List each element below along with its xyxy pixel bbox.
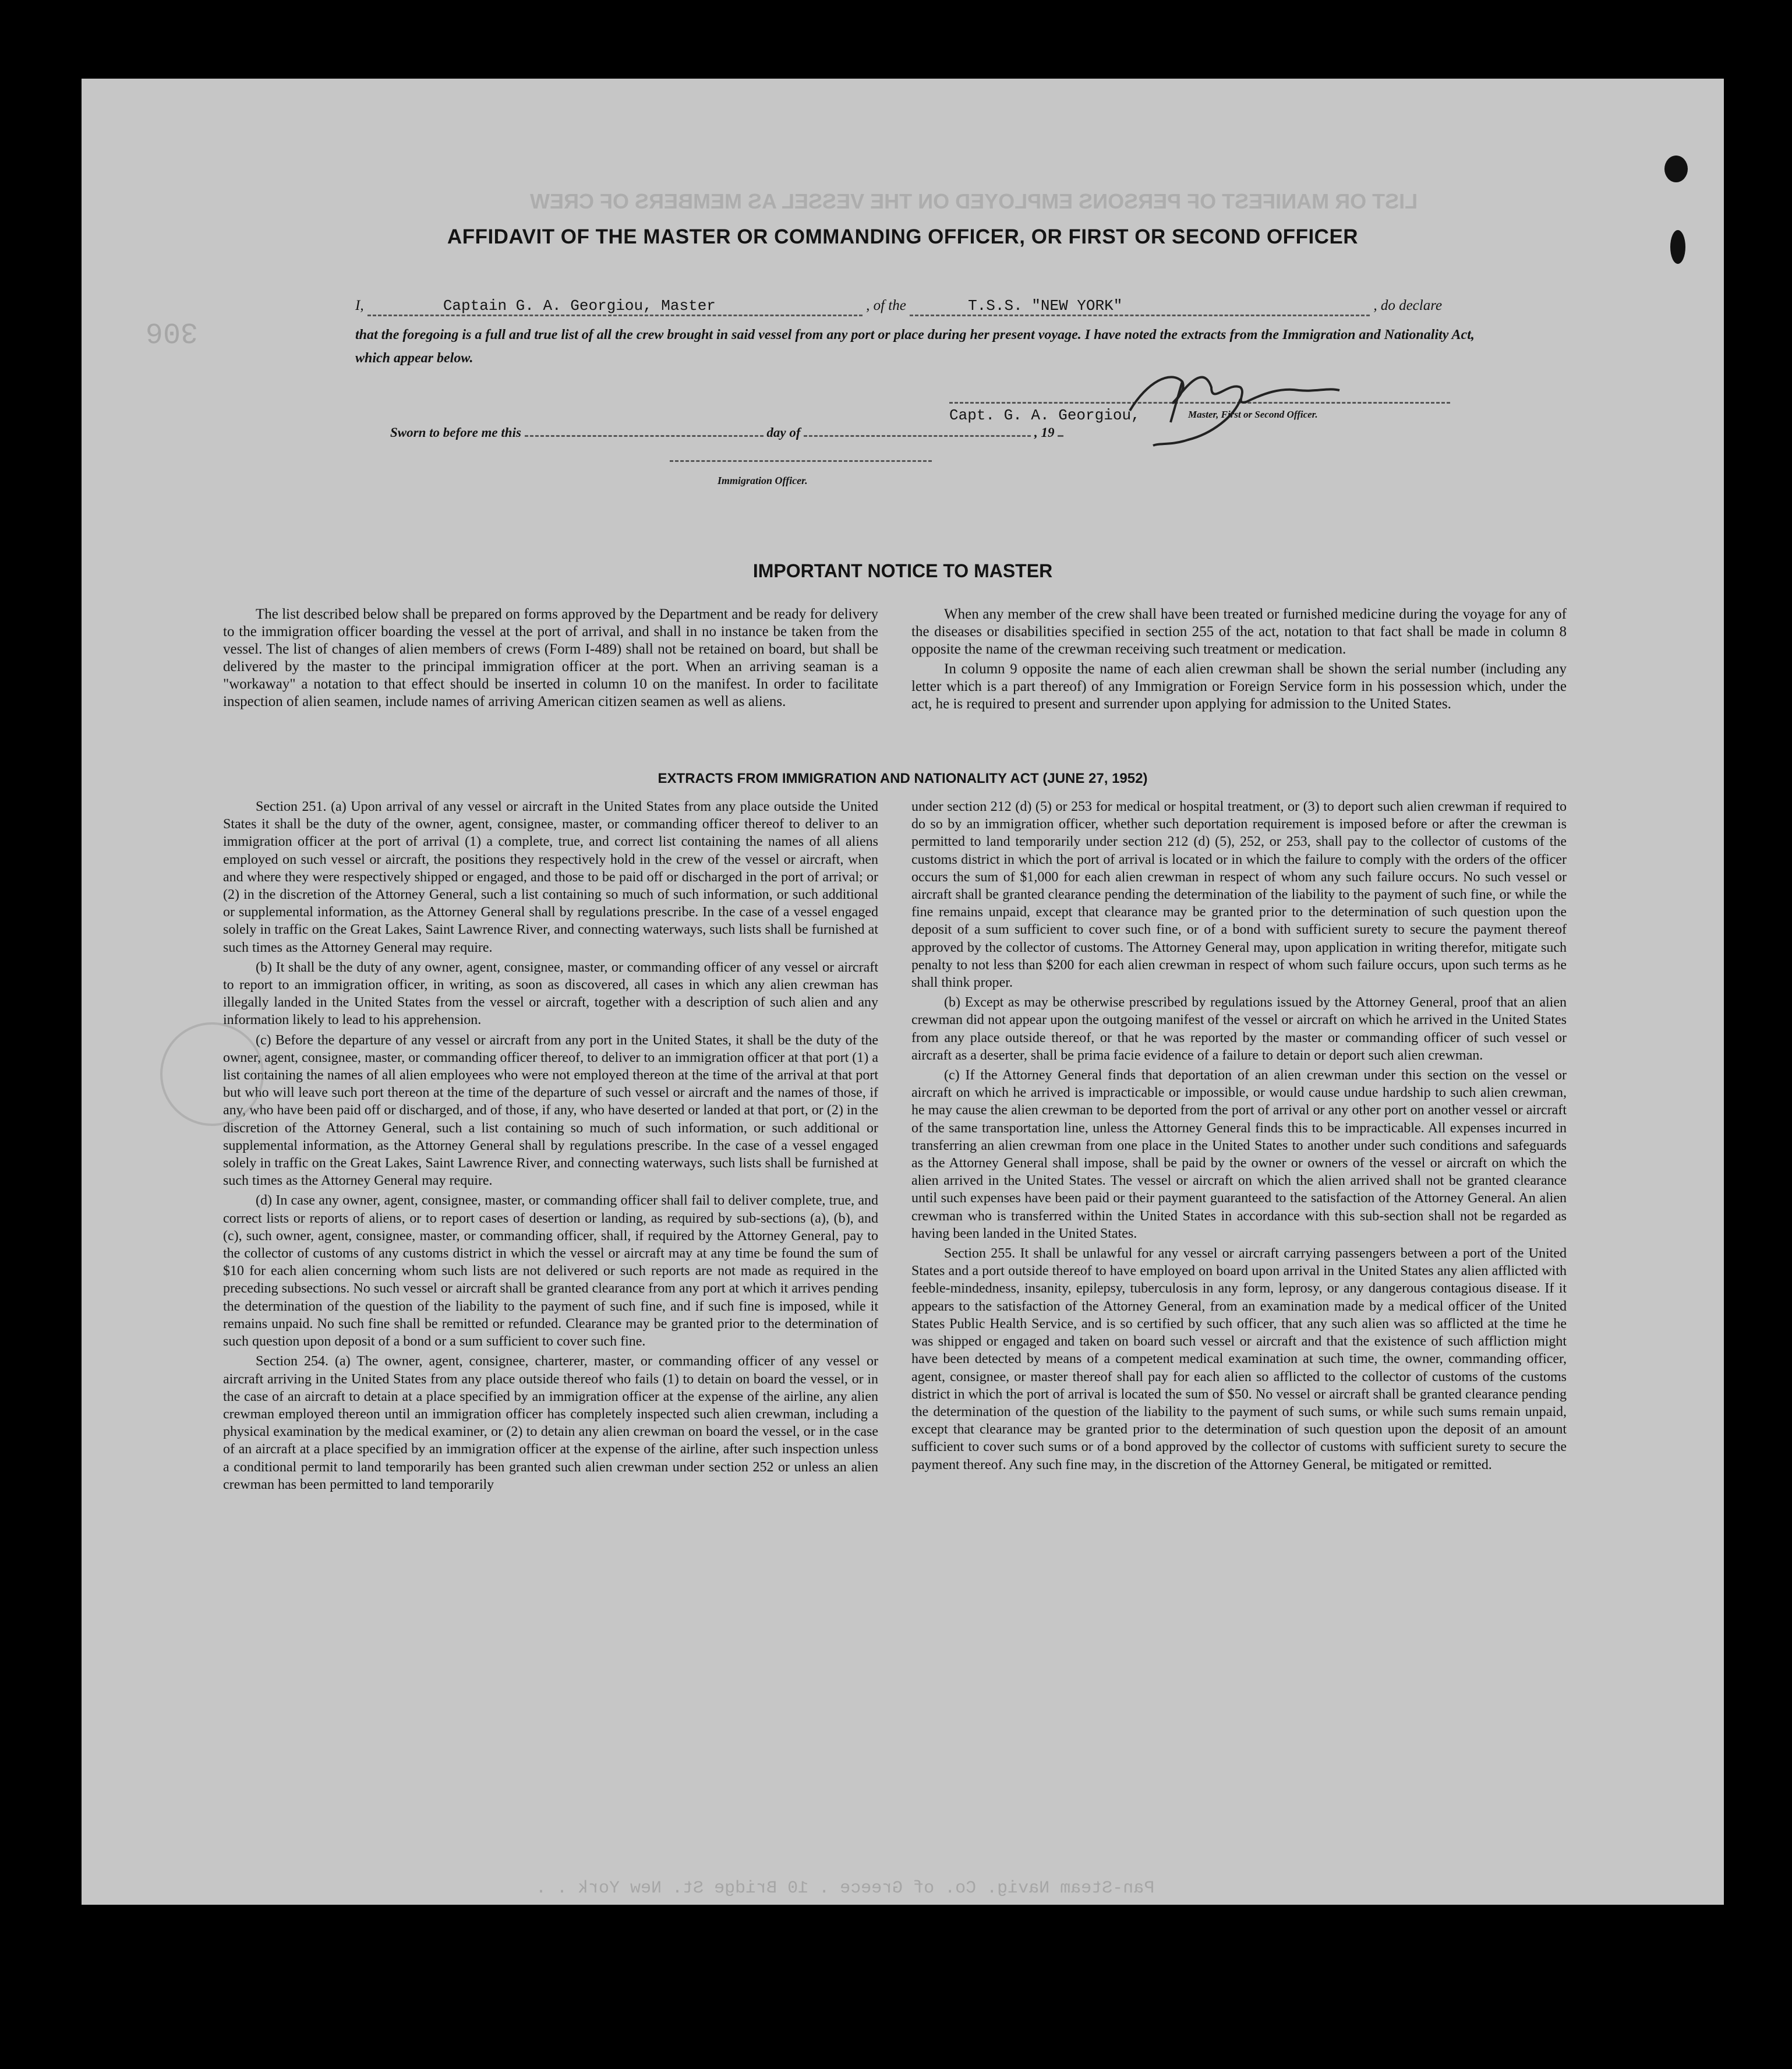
section-254-c: (c) If the Attorney General finds that deportation of an alien crewman under this section on the vessel or aircraft on which he arrived is impracticable or impossible, or would cause undue hardship to such alien crewman, he may cause the alien crewman to be deported from the port of arrival or any other port on another vessel or aircraft of the same transportation line, unless the Attorney General finds this to be impracticable. All expenses incurred in transferring an alien crewman from one place in the United States to another under such conditions and safeguards as the Attorney General shall impose, shall be paid by the owner or owners of the vessel or aircraft on which the alien arrived in the United States. The vessel or aircraft on which the alien arrived shall not be granted clearance until such expenses have been paid or their payment guaranteed to the satisfaction of the Attorney General. An alien crewman who is transferred within the United States in accordance with this sub-section shall not be regarded as having been landed in the United States.	[911, 1068, 1567, 1241]
immigration-officer-line	[670, 460, 932, 462]
declare-suffix: , do declare	[1373, 298, 1443, 313]
notice-paragraph: In column 9 opposite the name of each alien crewman shall be shown the serial number (including any letter which is a part thereof) of any Immigration or Foreign Service form in his possession which, under the act, he is required to present and surrender upon applying for admission to the United States.	[911, 661, 1567, 712]
section-251-b: (b) It shall be the duty of any owner, agent, consignee, master, or commanding officer of any vessel or aircraft to report to an immigration officer, in writing, as soon as discovered, all cases in which any alien crewman has illegally landed in the United States from the vessel or aircraft, together with a description of such alien and any information likely to lead to his apprehension.	[223, 959, 878, 1028]
section-251-d: (d) In case any owner, agent, consignee, master, or commanding officer shall fail to deliver complete, true, and correct lists or reports of aliens, or to report cases of desertion or landing, as required by sub-sections (a), (b), and (c), such owner, agent, consignee, master, or commanding officer, shall, if required by the Attorney General, pay to the collector of customs of any customs district in which the vessel or aircraft may at any time be found the sum of $10 for each alien concerning whom such lists are not delivered or such reports are not made as required in the preceding subsections. No such vessel or aircraft shall be granted clearance from any port at which it arrives pending the determination of the question of the liability to the payment of such fine, and if such fine is imposed, while it remains unpaid. No such fine shall be remitted or refunded. Clearance may be granted prior to the determination of such question upon deposit of a bond or a sum sufficient to cover such fine.	[223, 1193, 878, 1350]
declarant-prefix: I,	[355, 298, 364, 313]
extracts-right-column	[911, 798, 1567, 1476]
section-254-b: (b) Except as may be otherwise prescribed by regulations issued by the Attorney General, proof that an alien crewman did not appear upon the outgoing manifest of the vessel or aircraft on which he arrived in the United States from any place outside thereof, or that he was reported by the master or commanding officer of such vessel or aircraft as a deserter, shall be prima facie evidence of a failure to detain or deport such alien crewman.	[911, 995, 1567, 1063]
extracts-left-column	[223, 798, 878, 1496]
notice-right-column	[911, 606, 1567, 715]
vessel-prefix: , of the	[866, 298, 906, 313]
section-251-c: (c) Before the departure of any vessel or aircraft from any port in the United States, it shall be the duty of the owner, agent, consignee, master, or commanding officer thereof, to deliver to an immigration officer at that port (1) a list containing the names of all alien employees who were not employed thereon at the time of the arrival at that port but who will leave such port thereon at the time of the departure of such vessel or aircraft and the names of those, if any, who have been paid off or discharged, and of those, if any, who have deserted or landed at that port, or (2) in the discretion of the Attorney General, such a list containing so much of such information, or such additional or supplemental information, as the Attorney General shall by regulations prescribe. In the case of a vessel engaged solely in traffic on the Great Lakes, Saint Lawrence River, and connecting waterways, such lists shall be furnished at such times as the Attorney General may require.	[223, 1032, 878, 1189]
vessel-name: T.S.S. "NEW YORK"	[910, 297, 1370, 316]
bleed-through-footer: Pan-Steam Navig. Co. of Greece . 10 Bridge St. New York . .	[536, 1879, 1155, 1898]
notice-paragraph: The list described below shall be prepared on forms approved by the Department and be ready for delivery to the immigration officer boarding the vessel at the port of arrival, and shall in no instance be taken from the vessel. The list of changes of alien members of crews (Form I-489) shall not be retained on board, but shall be delivered by the master to the principal immigration officer at the port. When an arriving seaman is a "workaway" a notation to that effect should be inserted in column 10 on the manifest. In order to facilitate inspection of alien seamen, include names of arriving American citizen seamen as well as aliens.	[223, 606, 878, 709]
declarant-name: Captain G. A. Georgiou, Master	[367, 297, 863, 316]
bleed-through-heading: LIST OR MANIFEST OF PERSONS EMPLOYED ON THE VESSEL AS MEMBERS OF CREW	[530, 189, 1418, 213]
section-255: Section 255. It shall be unlawful for any vessel or aircraft carrying passengers between a port of the United States and a port outside thereof to have employed on board upon arrival in the United States any alien afflicted with feeble-mindedness, insanity, epilepsy, tuberculosis in any form, leprosy, or any dangerous contagious disease. If it appears to the satisfaction of the Attorney General, from an examination made by a medical officer of the United States Public Health Service, and is so certified by such officer, that any such alien was so afflicted at the time he was shipped or engaged and taken on board such vessel or aircraft and that the existence of such affliction might have been detected by means of a competent medical examination at such time, the owner, commanding officer, agent, consignee, or master thereof shall pay for each alien so afflicted to the collector of customs of the customs district in which the port of arrival is located the sum of $50. No vessel or aircraft shall be granted clearance pending the determination of the question of the liability to the payment of such sums, or while such sums remain unpaid, except that clearance may be granted prior to the determination of such question upon the deposit of an amount sufficient to cover such sums or of a bond approved by the collector of customs with sufficient surety to secure the payment thereof. Any such fine may, in the discretion of the Attorney General, be mitigated or remitted.	[911, 1246, 1567, 1473]
master-name-typed: Capt. G. A. Georgiou,	[949, 407, 1140, 424]
section-254-a: Section 254. (a) The owner, agent, consignee, charterer, master, or commanding officer of any vessel or aircraft arriving in the United States from any place outside thereof who fails (1) to detain on board the vessel, or in the case of an aircraft to detain at a place specified by an immigration officer at the expense of the airline, any alien crewman employed thereon until an immigration officer has completely inspected such alien crewman, including a physical examination by the medical examiner, or (2) to detain any alien crewman on board the vessel, or in the case of an aircraft at a place specified by an immigration officer at the expense of the airline, after such inspection unless a conditional permit to land temporarily has been granted such alien crewman under section 252 or unless an alien crewman has been permitted to land temporarily	[223, 1354, 878, 1492]
document-page	[82, 79, 1724, 1905]
master-title-label: Master, First or Second Officer.	[1188, 409, 1318, 420]
page-number: 306	[146, 315, 199, 348]
immigration-officer-label: Immigration Officer.	[717, 475, 808, 486]
faint-stamp	[160, 1022, 264, 1126]
notice-paragraph: When any member of the crew shall have been treated or furnished medicine during the voyage for any of the diseases or disabilities specified in section 255 of the act, notation to that fact shall be made in column 8 opposite the name of the crewman receiving such treatment or medication.	[911, 606, 1567, 657]
notice-left-column	[223, 606, 878, 713]
section-254-a-continued: under section 212 (d) (5) or 253 for medical or hospital treatment, or (3) to deport such alien crewman if required to do so by an immigration officer, whether such deportation requirement is imposed before or after the crewman is permitted to land temporarily under section 212 (d) (5), 252, or 253, shall pay to the collector of customs of the customs district in which the port of arrival is located or in which the failure to comply with the orders of the officer occurs the sum of $1,000 for each alien crewman in respect of whom any such failure occurs. No such vessel or aircraft shall be granted clearance pending the determination of the liability to the payment of such fine, or while the fine remains unpaid, except that clearance may be granted prior to the determination of such question upon the deposit of a sum sufficient to cover such fine, or of a bond with sufficient surety to secure the payment thereof approved by the collector of customs. The Attorney General may, upon application in writing therefor, mitigate such penalty to not less than $200 for each alien crewman in respect of whom such failure occurs, upon such terms as he shall think proper.	[911, 799, 1567, 991]
declaration-text: that the foregoing is a full and true list of all the crew brought in said vessel from any port or place during her present voyage. I have noted the extracts from the Immigration and Nationality Act, which appear below.	[355, 327, 1475, 366]
corner-blot	[1664, 156, 1688, 182]
master-signature	[1095, 358, 1363, 451]
sworn-line: Sworn to before me this day of , 19	[390, 425, 1063, 440]
notice-title: IMPORTANT NOTICE TO MASTER	[752, 560, 1053, 581]
affidavit-title: AFFIDAVIT OF THE MASTER OR COMMANDING OFFICER, OR FIRST OR SECOND OFFICER	[447, 225, 1359, 248]
section-251-a: Section 251. (a) Upon arrival of any vessel or aircraft in the United States from any place outside the United States it shall be the duty of the owner, agent, consignee, master, or commanding officer thereof to deliver to an immigration officer at the port of arrival (1) a complete, true, and correct list containing the names of all aliens employed on such vessel or aircraft, the positions they respectively hold in the crew of the vessel or aircraft, when and where they were respectively shipped or engaged, and those to be paid off or discharged in the port of arrival; or (2) in the discretion of the Attorney General, such a list containing so much of such information, or such additional or supplemental information, as the Attorney General shall by regulations prescribe. In the case of a vessel engaged solely in traffic on the Great Lakes, Saint Lawrence River, and connecting waterways, such lists shall be furnished at such times as the Attorney General may require.	[223, 799, 878, 955]
declaration-line	[355, 297, 1520, 316]
extracts-title: EXTRACTS FROM IMMIGRATION AND NATIONALITY ACT (JUNE 27, 1952)	[658, 771, 1148, 786]
